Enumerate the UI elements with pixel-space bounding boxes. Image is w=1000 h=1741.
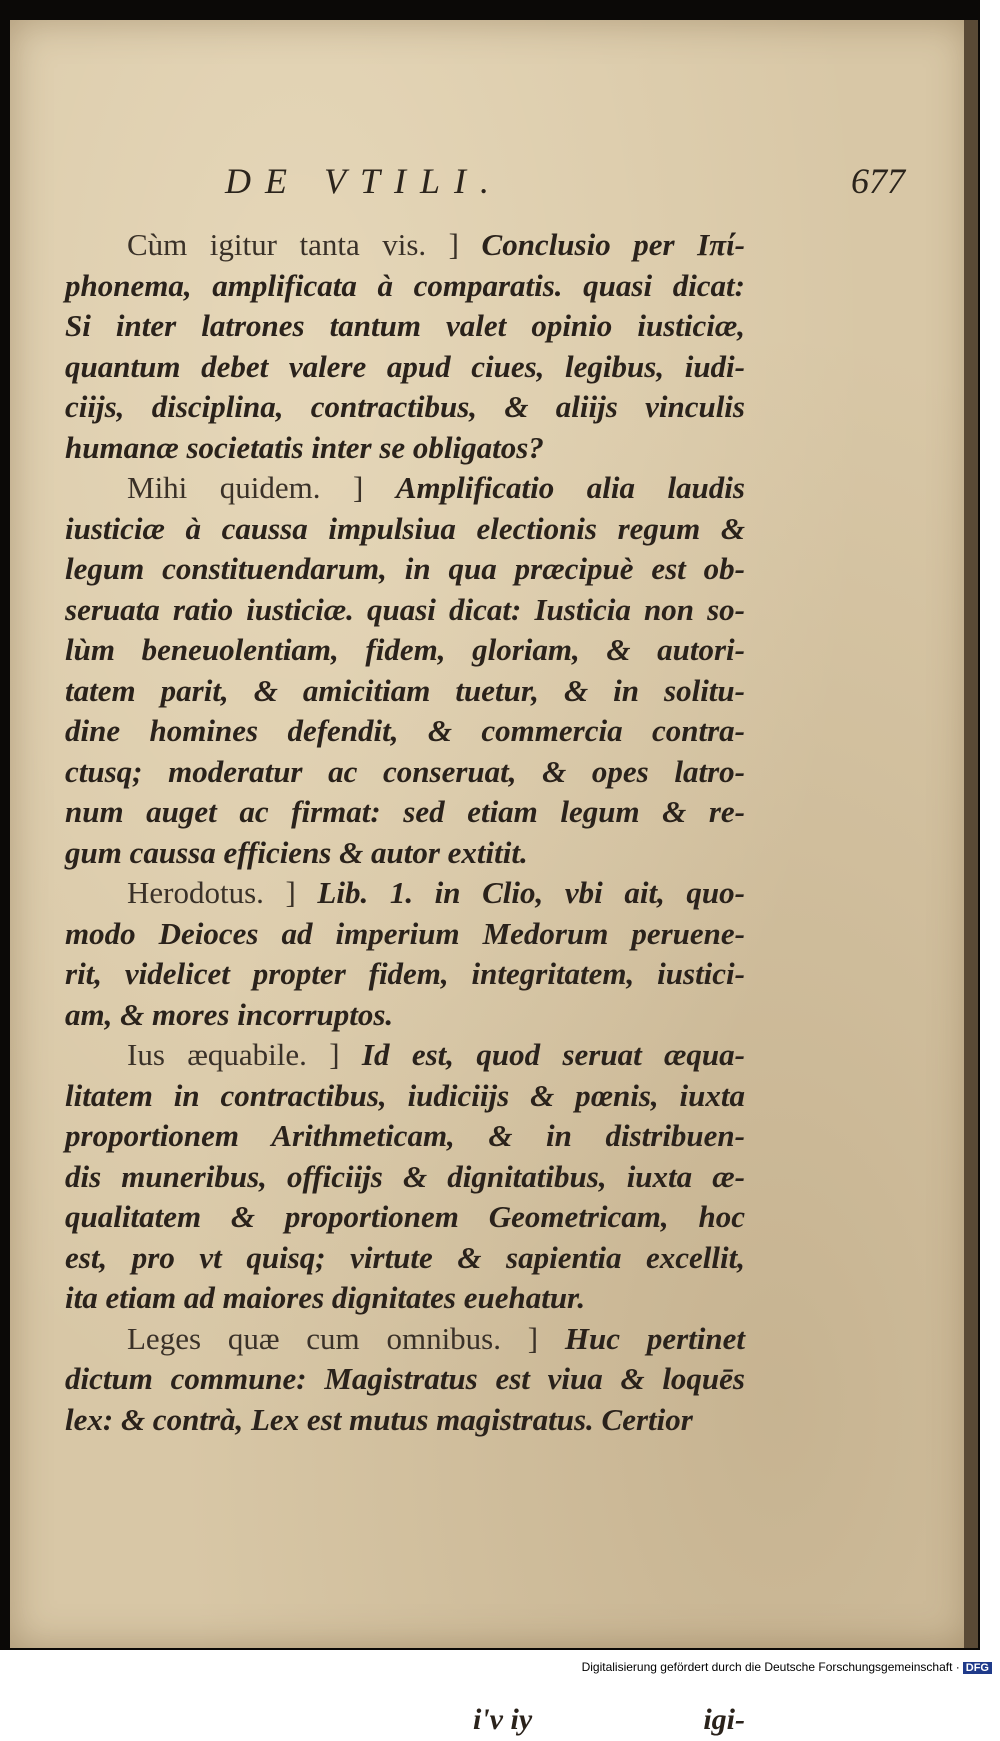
text-line: [65, 1116, 745, 1157]
commentary-segment: ciijs, disciplina, contractibus, & aliijs vinculis: [65, 389, 745, 424]
commentary-segment: ctusq; moderatur ac conseruat, & opes latro-: [65, 753, 745, 789]
text-line: [65, 792, 745, 833]
commentary-segment: Si inter latrones tantum valet opinio iusticiæ,: [65, 308, 745, 343]
dfg-logo: DFG: [963, 1662, 992, 1674]
commentary-paragraph: [65, 225, 745, 468]
page-edge: [964, 20, 978, 1648]
commentary-segment: am, & mores incorruptos.: [65, 996, 394, 1032]
text-line: [65, 1197, 745, 1238]
text-line: [65, 1400, 745, 1441]
commentary-segment: lùm beneuolentiam, fidem, gloriam, & autori-: [65, 632, 745, 667]
text-line: [65, 225, 745, 266]
text-line: [65, 954, 745, 995]
text-line: [65, 387, 745, 428]
commentary-segment: dis muneribus, officiijs & dignitatibus, iuxta æ-: [65, 1158, 745, 1194]
text-line: [65, 549, 745, 590]
commentary-segment: rit, videlicet propter fidem, integritatem, iustici-: [65, 956, 745, 991]
lemma-text: Herodotus. ]: [127, 875, 318, 910]
commentary-segment: dictum commune: Magistratus est viua & loquēs: [65, 1361, 745, 1396]
commentary-segment: litatem in contractibus, iudiciijs & pœnis, iuxta: [65, 1077, 745, 1113]
text-line: [65, 428, 745, 469]
commentary-segment: dine homines defendit, & commercia contra-: [65, 713, 745, 748]
text-line: [65, 266, 745, 307]
catchword-right: igi-: [703, 1703, 745, 1736]
lemma-text: Mihi quidem. ]: [127, 470, 396, 505]
commentary-segment: num auget ac firmat: sed etiam legum & re-: [65, 794, 745, 829]
text-line: [65, 630, 745, 671]
commentary-segment: Lib. 1. in Clio, vbi ait, quo-: [317, 875, 745, 910]
text-line: [65, 347, 745, 388]
text-line: [65, 671, 745, 712]
commentary-segment: Conclusio per Ιπί-: [481, 227, 745, 262]
commentary-segment: seruata ratio iusticiæ. quasi dicat: Iusticia non so-: [65, 591, 745, 627]
text-line: [65, 711, 745, 752]
page-number: 677: [851, 161, 905, 201]
commentary-paragraph: [65, 873, 745, 1035]
text-line: [65, 752, 745, 793]
commentary-segment: Id est, quod seruat æqua-: [361, 1037, 745, 1072]
commentary-segment: gum caussa efficiens & autor extitit.: [65, 834, 528, 870]
text-line: [65, 590, 745, 631]
commentary-segment: phonema, amplificata à comparatis. quasi dicat:: [65, 267, 745, 303]
funding-footer: [582, 1660, 992, 1674]
text-line: [65, 306, 745, 347]
commentary-segment: qualitatem & proportionem Geometricam, hoc: [65, 1199, 745, 1234]
commentary-segment: Amplificatio alia laudis: [395, 470, 745, 505]
commentary-segment: tatem parit, & amicitiam tuetur, & in solitu-: [65, 672, 745, 708]
text-line: [65, 914, 745, 955]
commentary-paragraph: [65, 1035, 745, 1319]
text-line: [65, 995, 745, 1036]
catchword-left: i'v iy: [473, 1703, 533, 1736]
commentary-segment: est, pro vt quisq; virtute & sapientia excellit,: [65, 1239, 745, 1275]
catchword: [65, 1700, 745, 1740]
text-line: [65, 1035, 745, 1076]
text-line: [65, 509, 745, 550]
commentary-text: [65, 225, 745, 1736]
commentary-segment: iusticiæ à caussa impulsiua electionis regum &: [65, 510, 745, 546]
text-line: [65, 873, 745, 914]
running-title: DE VTILI.: [225, 161, 503, 201]
footer-text: Digitalisierung gefördert durch die Deutsche Forschungsgemeinschaft ·: [581, 1660, 960, 1674]
commentary-segment: proportionem Arithmeticam, & in distribuen-: [65, 1118, 745, 1153]
commentary-segment: quantum debet valere apud ciues, legibus, iudi-: [65, 348, 745, 384]
text-line: [65, 1359, 745, 1400]
commentary-segment: legum constituendarum, in qua præcipuè est ob-: [65, 551, 745, 586]
text-line: [65, 1278, 745, 1319]
commentary-segment: modo Deioces ad imperium Medorum peruene-: [65, 915, 745, 951]
text-line: [65, 1238, 745, 1279]
lemma-text: Ius æquabile. ]: [127, 1037, 362, 1072]
commentary-paragraph: [65, 1319, 745, 1441]
commentary-segment: Huc pertinet: [564, 1320, 745, 1356]
running-head: [225, 160, 905, 210]
commentary-segment: ita etiam ad maiores dignitates euehatur.: [65, 1280, 586, 1315]
text-line: [65, 1076, 745, 1117]
commentary-paragraph: [65, 468, 745, 873]
text-line: [65, 468, 745, 509]
text-line: [65, 1319, 745, 1360]
commentary-segment: lex: & contrà, Lex est mutus magistratus. Certior: [65, 1401, 693, 1437]
text-line: [65, 833, 745, 874]
lemma-text: Leges quæ cum omnibus. ]: [127, 1320, 565, 1356]
lemma-text: Cùm igitur tanta vis. ]: [127, 227, 482, 262]
commentary-segment: humanæ societatis inter se obligatos?: [65, 429, 544, 465]
text-line: [65, 1157, 745, 1198]
